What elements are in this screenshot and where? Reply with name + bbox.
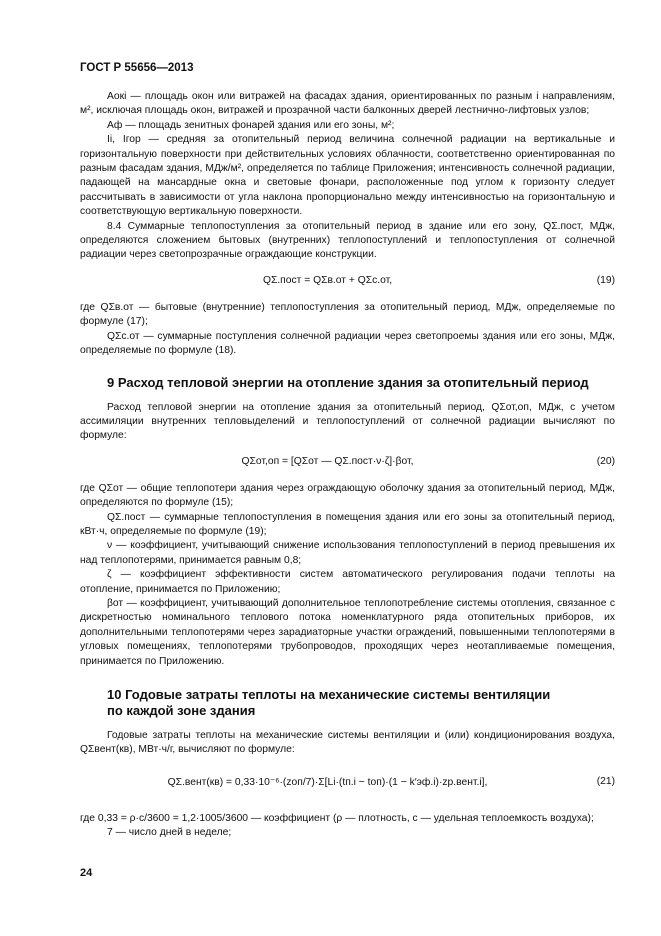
page-number: 24 [80,867,93,879]
paragraph: где QΣв.от — бытовые (внутренние) теплопоступления за отопительный период, МДж, определяемые по формуле (17); [80,301,615,328]
formula-19 [80,267,615,295]
paragraph: QΣс.от — суммарные поступления солнечной радиации через светопроемы здания или его зоны, МДж, определяемые по формуле (18). [80,330,615,357]
document-page [80,62,615,841]
document-header: ГОСТ Р 55656—2013 [80,62,194,74]
paragraph: Годовые затраты теплоты на механические системы вентиляции и (или) кондиционирования воздуха, QΣвент(кв), МВт·ч/г, вычисляют по формуле: [80,730,615,756]
paragraph: 8.4 Суммарные теплопоступления за отопительный период в здание или его зону, QΣ.пост, МДж, определяются сложением бытовых (внутренних) теплопоступлений и теплопоступления от солнечной радиации через светопрозрачные ограждающие конструкции. [80,220,615,261]
section-10-title-line1: 10 Годовые затраты теплоты на механические системы вентиляции [107,687,551,702]
formula-number: (20) [596,455,615,467]
paragraph: Расход тепловой энергии на отопление здания за отопительный период, QΣот,оп, МДж, с учетом ассимиляции внутренних тепловыделений и теплопоступлений от солнечной радиации вычисляют по формуле: [80,401,615,442]
paragraph: QΣ.пост — суммарные теплопоступления в помещения здания или его зоны за отопительный период, кВт·ч, определяемые по формуле (19); [80,511,615,537]
formula-expression: QΣ.пост = QΣв.от + QΣс.от, [262,274,393,286]
paragraph: Ii, Iгор — средняя за отопительный период величина солнечной радиации на вертикальные и горизонтальную поверхности при действительных условиях облачности, соответственно ориентированная по разным фасадам здания, МДж/м², определяется по таблице Приложения; интенсивность солнечной радиации, падающей на мансардные окна и световые фонари, расположенные под углом к горизонту следует рассчитывать в зависимости от угла наклона пропорционально между интенсивностью на горизонтальную и соответствующую вертикальную поверхности. [80,134,615,218]
paragraph: ζ — коэффициент эффективности систем автоматического регулирования подачи теплоты на отопление, принимается по Приложению; [80,569,615,595]
paragraph: Aф — площадь зенитных фонарей здания или его зоны, м²; [107,119,395,131]
formula-expression: QΣот,оп = [QΣот — QΣ.пост·ν·ζ]·βот, [241,455,414,467]
formula-expression: QΣ.вент(кв) = 0,33·10⁻⁶·(zоп/7)·Σ[Li·(tп.i − tоп)·(1 − k′эф.i)·zр.вент.i], [167,776,488,788]
section-9-title: 9 Расход тепловой энергии на отопление здания за отопительный период [107,374,589,390]
formula-20 [80,448,615,476]
formula-number: (19) [596,274,615,286]
paragraph: βот — коэффициент, учитывающий дополнительное теплопотребление системы отопления, связанное с дискретностью номинального теплового потока номенклатурного ряда отопительных приборов, их дополнительными теплопотерями через зарадиаторные участки ограждений, повышенными теплопотерями в угловых помещениях, теплопотерями трубопроводов, проходящих через неотапливаемые помещения, принимается по Приложению. [80,597,615,667]
paragraph: ν — коэффициент, учитывающий снижение использования теплопоступлений в период превышения их над теплопотерями, принимается равным 0,8; [80,540,615,566]
section-10-title-line2: по каждой зоне здания [107,703,256,718]
paragraph: Aокi — площадь окон или витражей на фасадах здания, ориентированных по разным i направлениям, м², исключая площадь окон, витражей и прозрачной части балконных дверей лестнично-лифтовых узлов; [80,91,615,117]
formula-number: (21) [596,775,615,787]
formula-21 [80,762,615,806]
paragraph: где 0,33 = ρ·c/3600 = 1,2·1005/3600 — коэффициент (ρ — плотность, c — удельная теплоемкость воздуха); [80,812,594,824]
section-10-title [107,687,615,719]
paragraph: где QΣот — общие теплопотери здания через ограждающую оболочку здания за отопительный период, МДж, определяются по формуле (15); [80,482,615,509]
paragraph: 7 — число дней в неделе; [107,827,232,839]
